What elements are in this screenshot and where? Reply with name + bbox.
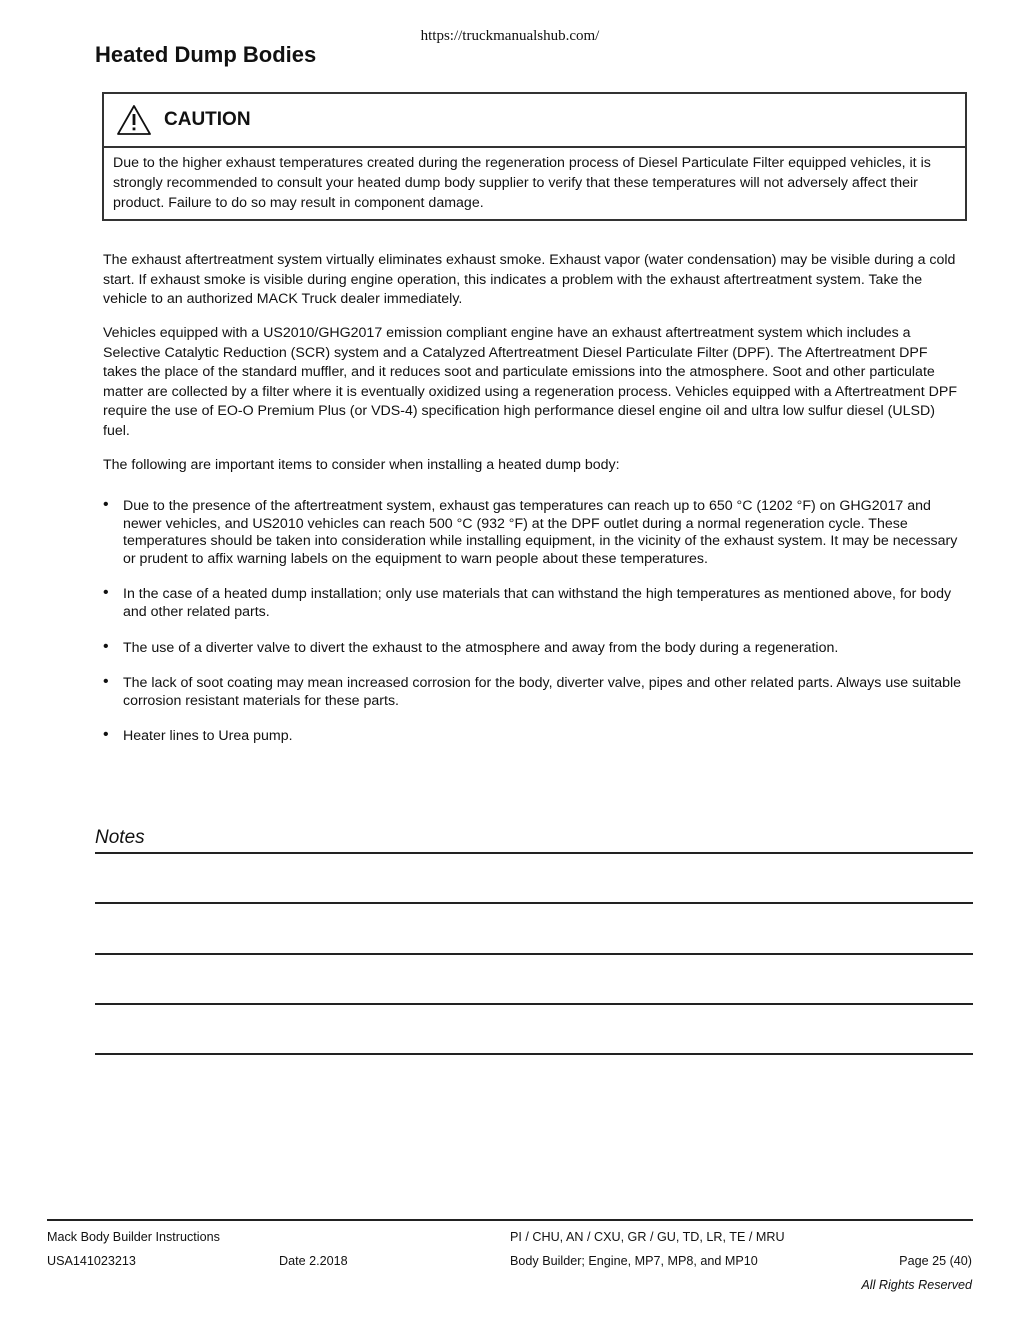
- paragraph-exhaust-smoke: The exhaust aftertreatment system virtually eliminates exhaust smoke. Exhaust vapor (water condensation) may be visible during a cold start. If exhaust smoke is visible during engine operation, this indicates a problem with the exhaust aftertreatment system. Take the vehicle to an authorized MACK Truck dealer immediately.: [103, 252, 956, 308]
- notes-rule: [95, 852, 973, 854]
- footer-doc-title: Mack Body Builder Instructions: [47, 1230, 220, 1244]
- footer-date: Date 2.2018: [279, 1254, 348, 1268]
- source-url: https://truckmanualshub.com/: [420, 28, 600, 44]
- footer-page-number: Page 25 (40): [899, 1254, 972, 1268]
- paragraph-aftertreatment-system: Vehicles equipped with a US2010/GHG2017 emission compliant engine have an exhaust aftertreatment system which includes a Selective Catalytic Reduction (SCR) system and a Catalyzed Aftertreatment Diesel Particulate Filter (DPF). The Aftertreatment DPF takes the place of the standard muffler, and it reduces soot and particulate emissions into the atmosphere. Soot and other particulate matter are collected by a filter where it is eventually oxidized using a regeneration process. Vehicles equipped with a Aftertreatment DPF require the use of EO-O Premium Plus (or VDS-4) specification high performance diesel engine oil and ultra low sulfur diesel (ULSD) fuel.: [103, 325, 958, 439]
- caution-header: [104, 94, 965, 148]
- bullet-icon: •: [103, 726, 109, 744]
- list-item-text: In the case of a heated dump installation; only use materials that can withstand the high temperatures as mentioned above, for body and other related parts.: [123, 586, 952, 620]
- bullet-icon: •: [103, 637, 109, 655]
- page-title: Heated Dump Bodies: [95, 42, 317, 67]
- list-item: [103, 675, 965, 710]
- footer-divider: [47, 1219, 973, 1221]
- footer-doc-number: USA141023213: [47, 1254, 136, 1268]
- list-item: [103, 586, 965, 621]
- notes-rule: [95, 953, 973, 955]
- bullet-icon: •: [103, 673, 109, 691]
- list-item: [103, 637, 965, 658]
- list-item: [103, 498, 965, 568]
- list-item-text: The lack of soot coating may mean increased corrosion for the body, diverter valve, pipes and other related parts. Always use suitable corrosion resistant materials for these parts.: [123, 675, 962, 709]
- bullet-icon: •: [103, 584, 109, 602]
- notes-rule: [95, 902, 973, 904]
- paragraph-considerations-intro: The following are important items to consider when installing a heated dump body:: [103, 457, 620, 473]
- bullet-icon: •: [103, 496, 109, 513]
- notes-rule: [95, 1003, 973, 1005]
- list-item: [103, 728, 965, 746]
- notes-heading: Notes: [95, 827, 145, 848]
- footer-rights: All Rights Reserved: [861, 1278, 972, 1292]
- footer-section: Body Builder; Engine, MP7, MP8, and MP10: [510, 1254, 758, 1268]
- footer-models: PI / CHU, AN / CXU, GR / GU, TD, LR, TE / MRU: [510, 1230, 785, 1244]
- considerations-list: [103, 498, 965, 764]
- caution-text: Due to the higher exhaust temperatures created during the regeneration process of Diesel Particulate Filter equipped vehicles, it is strongly recommended to consult your heated dump body supplier to verify that these temperatures will not adversely affect their product. Failure to do so may result in component damage.: [113, 155, 931, 211]
- list-item-text: The use of a diverter valve to divert the exhaust to the atmosphere and away from the body during a regeneration.: [123, 639, 839, 656]
- list-item-text: Heater lines to Urea pump.: [123, 728, 293, 745]
- list-item-text: Due to the presence of the aftertreatment system, exhaust gas temperatures can reach up to 650 °C (1202 °F) on GHG2017 and newer vehicles, and US2010 vehicles can reach 500 °C (932 °F) at the DPF outlet during a normal regeneration cycle. These temperatures should be taken into consideration while installing equipment, in the vicinity of the exhaust system. It may be necessary or prudent to affix warning labels on the equipment to warn people about these temperatures.: [123, 498, 958, 567]
- notes-rule: [95, 1053, 973, 1055]
- warning-triangle-icon: [116, 104, 152, 136]
- caution-label: CAUTION: [164, 109, 251, 130]
- caution-box: [102, 92, 967, 221]
